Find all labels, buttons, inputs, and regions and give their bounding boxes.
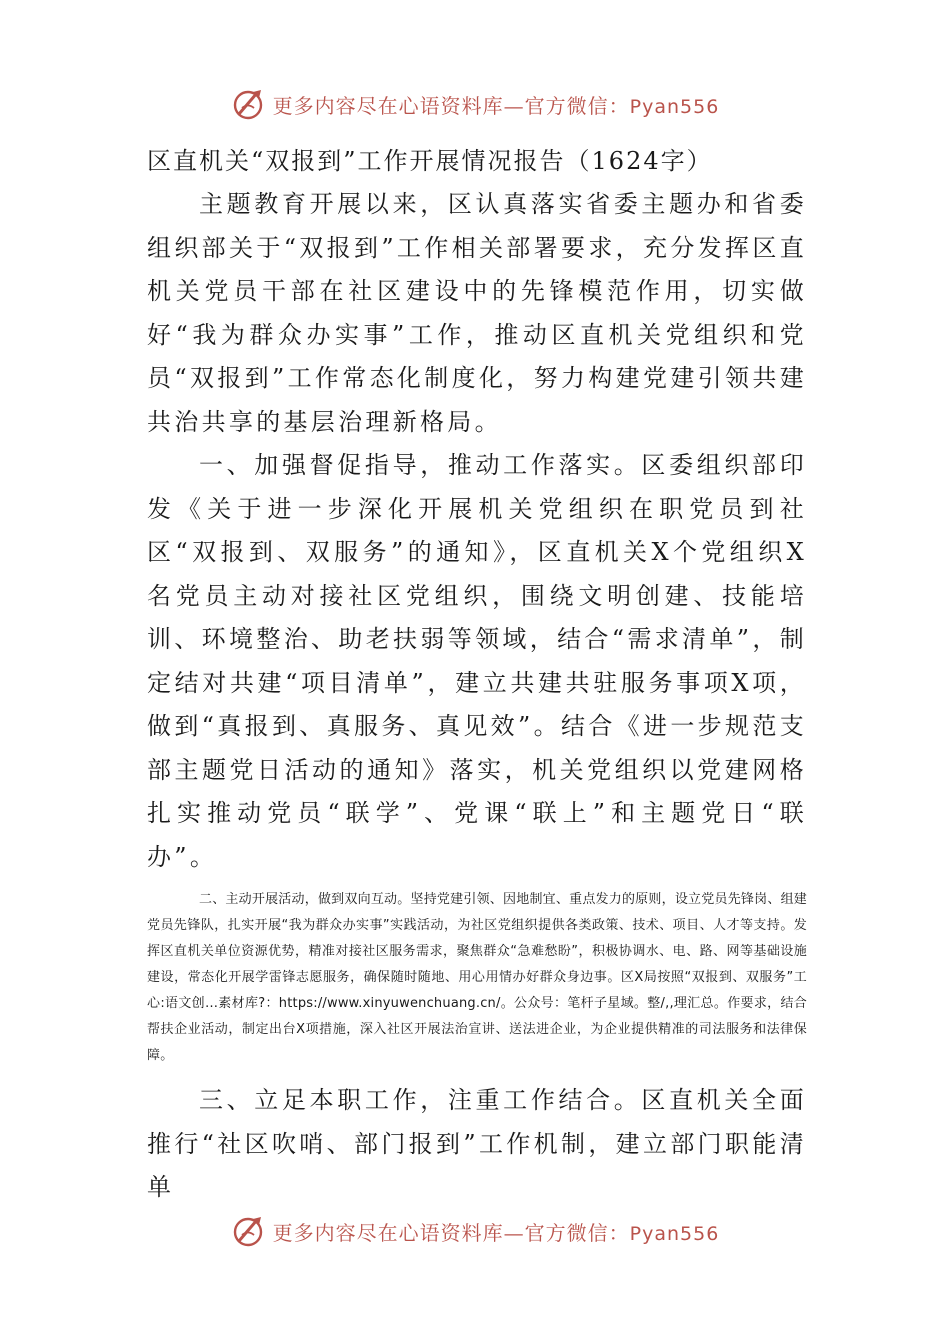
paragraph-section-3: 三、立足本职工作，注重工作结合。区直机关全面推行“社区吹哨、部门报到”工作机制，建立部门职能清单 [147, 1086, 807, 1201]
banner-text [273, 90, 720, 119]
banner-wechat-id: Pyan556 [629, 95, 720, 118]
footer-watermark-banner [0, 1211, 950, 1251]
document-body [147, 140, 807, 1210]
paragraph-section-1: 一、加强督促指导，推动工作落实。区委组织部印发《关于进一步深化开展机关党组织在职党员到社区“双报到、双服务”的通知》，区直机关X个党组织X名党员主动对接社区党组织，围绕文明创建、技能培训、环境整治、助老扶弱等领域，结合“需求清单”，制定结对共建“项目清单”，建立共建共驻服务事项X项，做到“真报到、真服务、真见效”。结合《进一步规范支部主题党日活动的通知》落实，机关党组织以党建网格扎实推动党员“联学”、党课“联上”和主题党日“联办”。 [147, 451, 807, 871]
banner-label: 更多内容尽在心语资料库—官方微信： [272, 93, 630, 118]
document-title: 区直机关“双报到”工作开展情况报告（1624字） [147, 147, 713, 175]
pen-logo-icon [231, 86, 267, 122]
banner-text [273, 1217, 720, 1246]
header-watermark-banner [0, 84, 950, 124]
paragraph-intro: 主题教育开展以来，区认真落实省委主题办和省委组织部关于“双报到”工作相关部署要求，充分发挥区直机关党员干部在社区建设中的先锋模范作用，切实做好“我为群众办实事”工作，推动区直机关党组织和党员“双报到”工作常态化制度化，努力构建党建引领共建共治共享的基层治理新格局。 [147, 190, 807, 436]
paragraph-section-2: 二、主动开展活动，做到双向互动。坚持党建引领、因地制宜、重点发力的原则，设立党员先锋岗、组建党员先锋队，扎实开展“我为群众办实事”实践活动，为社区党组织提供各类政策、技术、项目、人才等支持。发挥区直机关单位资源优势，精准对接社区服务需求，聚焦群众“急难愁盼”，积极协调水、电、路、网等基础设施建设，常态化开展学雷锋志愿服务，确保随时随地、用心用情办好群众身边事。区X局按照“双报到、双服务”工心:语文创…素材库?：https://www.xinyuwenchuang.cn/。公众号：笔杆子星域。整/,,理汇总。作要求，结合帮扶企业活动，制定出台X项措施，深入社区开展法治宣讲、送法进企业，为企业提供精准的司法服务和法律保障。 [147, 892, 807, 1063]
pen-logo-icon [231, 1213, 267, 1249]
banner-label: 更多内容尽在心语资料库—官方微信： [272, 1220, 630, 1245]
banner-wechat-id: Pyan556 [629, 1222, 720, 1245]
